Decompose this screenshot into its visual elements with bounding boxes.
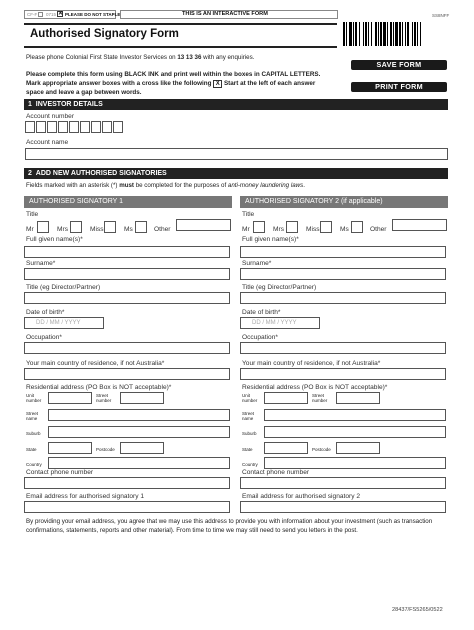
- signatory2-mr-label: Mr: [242, 226, 250, 233]
- phone-number: 13 13 36: [177, 54, 202, 61]
- signatory1-postcode-field[interactable]: [120, 442, 164, 454]
- page-title: Authorised Signatory Form: [30, 28, 179, 40]
- signatory2-street-no-label: Street number: [312, 393, 328, 403]
- signatory2-country-label: Your main country of residence, if not Australia*: [242, 360, 381, 367]
- signatory2-ms-label: Ms: [340, 226, 349, 233]
- signatory2-mr-checkbox[interactable]: [253, 221, 265, 233]
- signatory2-street-name-label: Street name: [242, 411, 255, 421]
- signatory1-mrs-checkbox[interactable]: [70, 221, 82, 233]
- signatory1-full-given-field[interactable]: [24, 246, 230, 258]
- signatory1-country-field[interactable]: [24, 368, 230, 380]
- signatory1-other-title-field[interactable]: [176, 219, 231, 231]
- signatory2-country-field[interactable]: [240, 368, 446, 380]
- signatory1-country-small-label: Country: [26, 462, 42, 467]
- signatory1-state-label: State: [26, 447, 37, 452]
- signatory1-mr-label: Mr: [26, 226, 34, 233]
- section-1-header: [24, 99, 448, 110]
- signatory2-unit-label: Unit number: [242, 393, 258, 403]
- instructions-line-1: Please complete this form using BLACK INK and print well within the boxes in CAPITAL LETTERS.: [26, 71, 321, 78]
- signatory1-occupation-label: Occupation*: [26, 334, 62, 341]
- signatory1-email-label: Email address for authorised signatory 1: [26, 493, 145, 500]
- signatory2-miss-label: Miss: [306, 226, 320, 233]
- account-number-cell[interactable]: [25, 121, 35, 133]
- signatory1-unit-field[interactable]: [48, 392, 92, 404]
- phone-suffix: with any enquiries.: [201, 54, 255, 61]
- example-cross-box: X: [213, 80, 222, 88]
- signatory1-street-name-field[interactable]: [48, 409, 230, 421]
- signatory-2-panel: [240, 196, 448, 506]
- option-label-1: CF-F: [27, 12, 38, 17]
- section-2-header: [24, 168, 448, 179]
- signatory2-full-given-label: Full given name(s)*: [242, 236, 299, 243]
- signatory1-postcode-label: Postcode: [96, 447, 115, 452]
- account-number-field[interactable]: [25, 121, 124, 133]
- signatory1-other-label: Other: [154, 226, 171, 233]
- signatory2-state-field[interactable]: [264, 442, 308, 454]
- account-number-cell[interactable]: [69, 121, 79, 133]
- signatory2-email-field[interactable]: [240, 501, 446, 513]
- signatory1-ms-label: Ms: [124, 226, 133, 233]
- signatory1-surname-field[interactable]: [24, 268, 230, 280]
- signatory2-full-given-field[interactable]: [240, 246, 446, 258]
- account-number-cell[interactable]: [102, 121, 112, 133]
- signatory2-surname-label: Surname*: [242, 260, 272, 267]
- instructions-line-2a: Mark appropriate answer boxes with a cross like the following: [26, 80, 212, 87]
- instructions: [26, 70, 336, 97]
- signatory1-phone-field[interactable]: [24, 477, 230, 489]
- signatory1-miss-label: Miss: [90, 226, 104, 233]
- signatory2-heading: AUTHORISED SIGNATORY 2 (if applicable): [240, 196, 448, 208]
- signatory1-heading: AUTHORISED SIGNATORY 1: [24, 196, 232, 208]
- signatory1-title-eg-label: Title (eg Director/Partner): [26, 284, 101, 291]
- signatory2-surname-field[interactable]: [240, 268, 446, 280]
- signatory2-unit-field[interactable]: [264, 392, 308, 404]
- instructions-line-2: [26, 79, 336, 88]
- signatory2-postcode-label: Postcode: [312, 447, 331, 452]
- instructions-line-2b: Start at the left of each answer: [223, 80, 316, 87]
- save-form-button[interactable]: SAVE FORM: [351, 60, 447, 70]
- aml-note-d: anti-money laundering laws: [227, 182, 304, 189]
- signatory2-other-title-field[interactable]: [392, 219, 447, 231]
- signatory2-mrs-checkbox[interactable]: [286, 221, 298, 233]
- signatory2-state-label: State: [242, 447, 253, 452]
- header-rule-bottom: [24, 46, 337, 48]
- aml-note-c: be completed for the purposes of: [133, 182, 228, 189]
- signatory2-occupation-field[interactable]: [240, 342, 446, 354]
- signatory1-street-no-label: Street number: [96, 393, 112, 403]
- aml-note-a: Fields marked with an asterisk (*): [26, 182, 120, 189]
- signatory2-res-addr-label: Residential address (PO Box is NOT acceptable)*: [242, 384, 388, 391]
- account-number-cell[interactable]: [80, 121, 90, 133]
- signatory2-suburb-field[interactable]: [264, 426, 446, 438]
- signatory2-country-small-label: Country: [242, 462, 258, 467]
- signatory1-occupation-field[interactable]: [24, 342, 230, 354]
- signatory1-state-field[interactable]: [48, 442, 92, 454]
- signatory2-ms-checkbox[interactable]: [351, 221, 363, 233]
- signatory1-surname-label: Surname*: [26, 260, 56, 267]
- signatory2-title-eg-label: Title (eg Director/Partner): [242, 284, 317, 291]
- section-1-number: 1: [28, 101, 32, 108]
- signatory1-address-country-field[interactable]: [48, 457, 230, 469]
- signatory1-title-eg-field[interactable]: [24, 292, 230, 304]
- signatory1-country-label: Your main country of residence, if not Australia*: [26, 360, 165, 367]
- signatory1-title-label: Title: [26, 211, 39, 218]
- signatory2-title-eg-field[interactable]: [240, 292, 446, 304]
- signatory2-street-name-field[interactable]: [264, 409, 446, 421]
- email-disclaimer: By providing your email address, you agree that we may use this address to provide you with information about your investment (such as transaction confirmations, statements, reports and other material). From time to time we may still need to send you letters in the post.: [26, 518, 433, 534]
- signatory-1-panel: [24, 196, 232, 506]
- phone-enquiries: [26, 54, 254, 61]
- signatory2-address-country-field[interactable]: [264, 457, 446, 469]
- signatory2-dob-placeholder: DD / MM / YYYY: [252, 320, 297, 326]
- account-name-field[interactable]: [25, 148, 448, 160]
- signatory2-mrs-label: Mrs: [273, 226, 284, 233]
- signatory1-dob-placeholder: DD / MM / YYYY: [36, 320, 81, 326]
- account-number-label: Account number: [26, 113, 75, 120]
- signatory2-postcode-field[interactable]: [336, 442, 380, 454]
- barcode-stripe: [421, 22, 424, 46]
- form-code: 28437/FS5265/0522: [392, 607, 443, 613]
- section-1-title: INVESTOR DETAILS: [35, 101, 103, 108]
- instructions-line-3: space and leave a gap between words.: [26, 89, 142, 96]
- section-2-number: 2: [28, 170, 32, 177]
- signatory2-dob-label: Date of birth*: [242, 309, 281, 316]
- signatory2-other-label: Other: [370, 226, 387, 233]
- signatory1-miss-checkbox[interactable]: [104, 221, 116, 233]
- signatory2-miss-checkbox[interactable]: [320, 221, 332, 233]
- option-label-2: 0715: [46, 12, 57, 17]
- account-number-cell[interactable]: [36, 121, 46, 133]
- signatory2-title-label: Title: [242, 211, 255, 218]
- signatory1-ms-checkbox[interactable]: [135, 221, 147, 233]
- barcode-icon: [343, 22, 449, 46]
- signatory2-phone-label: Contact phone number: [242, 469, 310, 476]
- aml-note-b: must: [119, 182, 134, 189]
- signatory1-res-addr-label: Residential address (PO Box is NOT acceptable)*: [26, 384, 172, 391]
- signatory2-email-label: Email address for authorised signatory 2: [242, 493, 361, 500]
- cross-mark-icon: ✕: [58, 11, 64, 17]
- signatory2-street-no-field[interactable]: [336, 392, 380, 404]
- phone-prefix: Please phone Colonial First State Investor Services on: [26, 54, 178, 61]
- account-number-cell[interactable]: [58, 121, 68, 133]
- account-number-cell[interactable]: [91, 121, 101, 133]
- signatory1-email-field[interactable]: [24, 501, 230, 513]
- account-number-cell[interactable]: [47, 121, 57, 133]
- signatory1-phone-label: Contact phone number: [26, 469, 94, 476]
- aml-note: [26, 182, 305, 189]
- signatory2-phone-field[interactable]: [240, 477, 446, 489]
- signatory1-mr-checkbox[interactable]: [37, 221, 49, 233]
- signatory1-mrs-label: Mrs: [57, 226, 68, 233]
- signatory2-occupation-label: Occupation*: [242, 334, 278, 341]
- signatory1-unit-label: Unit number: [26, 393, 42, 403]
- header-rule-top: [24, 23, 337, 25]
- doc-code: SS8NFF: [432, 13, 450, 18]
- no-staple-text: PLEASE DO NOT STAPLE: [65, 12, 121, 17]
- option-checkbox-1[interactable]: [38, 12, 43, 17]
- account-name-label: Account name: [26, 139, 69, 146]
- signatory1-suburb-field[interactable]: [48, 426, 230, 438]
- print-form-button[interactable]: PRINT FORM: [351, 82, 447, 92]
- account-number-cell[interactable]: [113, 121, 123, 133]
- section-2-title: ADD NEW AUTHORISED SIGNATORIES: [35, 170, 167, 177]
- aml-note-e: .: [303, 182, 305, 189]
- signatory1-street-name-label: Street name: [26, 411, 39, 421]
- signatory1-suburb-label: Suburb: [26, 431, 41, 436]
- signatory1-street-no-field[interactable]: [120, 392, 164, 404]
- interactive-text: THIS IS AN INTERACTIVE FORM: [182, 11, 268, 17]
- signatory2-suburb-label: Suburb: [242, 431, 257, 436]
- signatory1-full-given-label: Full given name(s)*: [26, 236, 83, 243]
- signatory1-dob-label: Date of birth*: [26, 309, 65, 316]
